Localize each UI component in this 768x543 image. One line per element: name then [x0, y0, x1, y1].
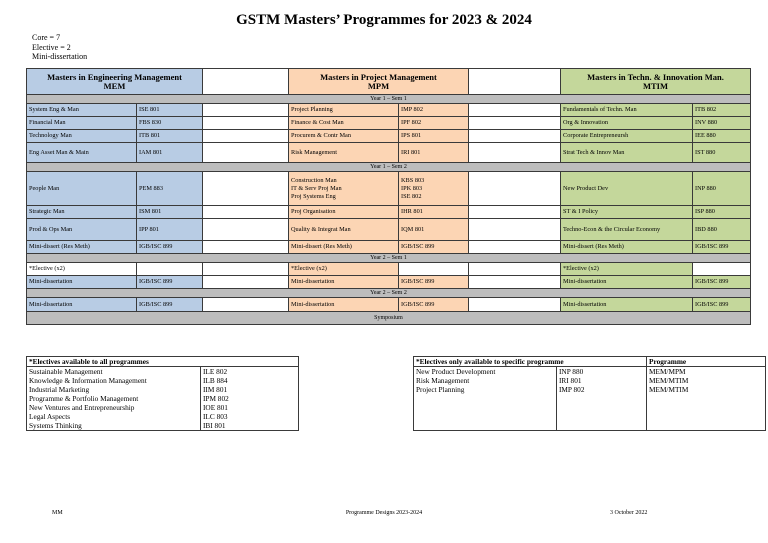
mem-code: FBS 830: [137, 117, 203, 130]
gap-cell: [469, 172, 561, 206]
mpm-course: *Elective (x2): [289, 263, 399, 276]
mpm-code: IPK 803: [401, 184, 423, 192]
mpm-course: Procurem & Contr Man: [289, 130, 399, 143]
mem-course: *Elective (x2): [27, 263, 137, 276]
mtim-code: IGB/ISC 899: [693, 276, 751, 289]
elective-name: New Product Development: [414, 367, 557, 377]
mem-course: Mini-dissertation: [27, 298, 137, 312]
mem-code: PEM 883: [137, 172, 203, 206]
mem-code: IPP 801: [137, 219, 203, 241]
mtim-course: Corporate Entrepreneursh: [561, 130, 693, 143]
table-row: [27, 117, 751, 130]
elective-code: IOE 801: [201, 403, 299, 412]
gap-cell: [203, 206, 289, 219]
note-mini-dissertation: Mini-dissertation: [32, 52, 88, 61]
mem-abbr: MEM: [103, 80, 126, 91]
mem-header: [27, 69, 203, 95]
mpm-course: IT & Serv Proj Man: [291, 184, 342, 192]
elective-name: Legal Aspects: [27, 412, 201, 421]
semester-separator: [27, 254, 751, 263]
gap-cell: [469, 298, 561, 312]
elective-programme: MEM/MPM: [647, 367, 766, 377]
mpm-course: Risk Management: [289, 143, 399, 163]
elective-programme: MEM/MTIM: [647, 385, 766, 394]
mpm-code: IPF 802: [399, 117, 469, 130]
gap-cell: [469, 69, 561, 95]
mtim-header: [561, 69, 751, 95]
gap-cell: [203, 130, 289, 143]
elective-programme: MEM/MTIM: [647, 376, 766, 385]
mtim-abbr: MTIM: [642, 80, 669, 91]
mem-course: Technology Man: [27, 130, 137, 143]
gap-cell: [469, 130, 561, 143]
electives-specific-header-row: [414, 357, 766, 367]
gap-cell: [203, 298, 289, 312]
mpm-course-list: [289, 172, 399, 206]
mtim-code: IST 880: [693, 143, 751, 163]
gap-cell: [203, 219, 289, 241]
semester-separator: [27, 163, 751, 172]
footer-document-title: Programme Designs 2023-2024: [345, 510, 423, 516]
mpm-course: Construction Man: [291, 176, 337, 184]
gap-cell: [469, 143, 561, 163]
elective-name: Sustainable Management: [27, 367, 201, 377]
list-item: [27, 412, 299, 421]
mem-code: IAM 801: [137, 143, 203, 163]
table-row: [27, 130, 751, 143]
list-item: [27, 367, 299, 377]
elective-code: INP 880: [557, 367, 647, 377]
elective-code: ILB 884: [201, 376, 299, 385]
elective-code: IPM 802: [201, 394, 299, 403]
mpm-code: IMP 802: [399, 104, 469, 117]
elective-name: Knowledge & Information Management: [27, 376, 201, 385]
list-item: [414, 385, 766, 394]
footer-author: MM: [52, 510, 63, 516]
mem-course: Mini-dissertation: [27, 276, 137, 289]
list-item: [414, 403, 766, 412]
mtim-code: INV 880: [693, 117, 751, 130]
mtim-code: [693, 263, 751, 276]
electives-all-table: [26, 356, 299, 431]
programme-header-row: [27, 69, 751, 95]
list-item: [27, 385, 299, 394]
list-item: [414, 367, 766, 377]
mtim-course: Strat Tech & Innov Man: [561, 143, 693, 163]
list-item: [27, 403, 299, 412]
mem-code: IGB/ISC 899: [137, 241, 203, 254]
elective-code: IBI 801: [201, 421, 299, 431]
gap-cell: [203, 143, 289, 163]
mpm-code: IQM 801: [399, 219, 469, 241]
mpm-code: IGB/ISC 899: [399, 276, 469, 289]
mpm-course: Mini-dissert (Res Meth): [289, 241, 399, 254]
elective-name: Programme & Portfolio Management: [27, 394, 201, 403]
mtim-course: Mini-dissertation: [561, 276, 693, 289]
list-item: [27, 376, 299, 385]
elective-code: ILE 802: [201, 367, 299, 377]
mem-course: Mini-dissert (Res Meth): [27, 241, 137, 254]
table-row: [27, 241, 751, 254]
mem-course: People Man: [27, 172, 137, 206]
mtim-code: IEE 880: [693, 130, 751, 143]
mpm-course: Mini-dissertation: [289, 298, 399, 312]
mpm-code: IGB/ISC 899: [399, 241, 469, 254]
mpm-code: IPS 801: [399, 130, 469, 143]
mtim-code: ISP 880: [693, 206, 751, 219]
mtim-code: IBD 880: [693, 219, 751, 241]
list-item: [414, 421, 766, 431]
mpm-course: Mini-dissertation: [289, 276, 399, 289]
mpm-code: IGB/ISC 899: [399, 298, 469, 312]
table-row: [27, 104, 751, 117]
mem-code: [137, 263, 203, 276]
elective-code: IIM 801: [201, 385, 299, 394]
table-row: [27, 263, 751, 276]
mtim-course: Techno-Econ & the Circular Economy: [561, 219, 693, 241]
elective-name: New Ventures and Entrepreneurship: [27, 403, 201, 412]
table-row: [27, 206, 751, 219]
mem-name: Masters in Engineering Management: [47, 71, 182, 82]
electives-all-header-row: [27, 357, 299, 367]
electives-specific-header: *Electives only available to specific programme: [414, 357, 647, 367]
year1-sem2-label: Year 1 – Sem 2: [27, 163, 751, 172]
electives-all-header: *Electives available to all programmes: [27, 357, 299, 367]
elective-code: IMP 802: [557, 385, 647, 394]
gap-cell: [469, 263, 561, 276]
gap-cell: [203, 276, 289, 289]
table-row: [27, 276, 751, 289]
gap-cell: [203, 241, 289, 254]
list-item: [27, 421, 299, 431]
mtim-course: New Product Dev: [561, 172, 693, 206]
electives-specific-table: [413, 356, 766, 431]
symposium-row: [27, 312, 751, 325]
mtim-code: ITB 802: [693, 104, 751, 117]
mem-course: Strategic Man: [27, 206, 137, 219]
list-item: [414, 376, 766, 385]
list-item: [414, 412, 766, 421]
gap-cell: [469, 276, 561, 289]
programme-column-header: Programme: [647, 357, 766, 367]
mpm-code: [399, 263, 469, 276]
gap-cell: [469, 241, 561, 254]
programme-table: [26, 68, 751, 325]
elective-name: Risk Management: [414, 376, 557, 385]
footer-date: 3 October 2022: [610, 510, 648, 516]
elective-name: Industrial Marketing: [27, 385, 201, 394]
table-row: [27, 219, 751, 241]
mtim-course: Mini-dissert (Res Meth): [561, 241, 693, 254]
gap-cell: [203, 69, 289, 95]
mpm-course: Quality & Integrat Man: [289, 219, 399, 241]
mtim-course: ST & I Policy: [561, 206, 693, 219]
mpm-code: ISE 802: [401, 192, 422, 200]
gap-cell: [203, 117, 289, 130]
list-item: [27, 394, 299, 403]
gap-cell: [469, 206, 561, 219]
mem-course: Financial Man: [27, 117, 137, 130]
symposium-label: Symposium: [27, 312, 751, 325]
semester-separator: [27, 95, 751, 104]
page-title: GSTM Masters’ Programmes for 2023 & 2024: [236, 12, 532, 28]
elective-name: Project Planning: [414, 385, 557, 394]
year2-sem1-label: Year 2 – Sem 1: [27, 254, 751, 263]
mtim-name: Masters in Techn. & Innovation Man.: [587, 71, 724, 82]
table-row: [27, 298, 751, 312]
semester-separator: [27, 289, 751, 298]
table-row: [27, 172, 751, 206]
note-core: Core = 7: [32, 33, 61, 42]
gap-cell: [469, 219, 561, 241]
gap-cell: [203, 263, 289, 276]
gap-cell: [469, 104, 561, 117]
note-elective: Elective = 2: [32, 42, 71, 52]
mpm-name: Masters in Project Management: [320, 71, 437, 82]
mpm-course: Finance & Cost Man: [289, 117, 399, 130]
elective-code: ILC 803: [201, 412, 299, 421]
mtim-code: IGB/ISC 899: [693, 298, 751, 312]
mtim-course: Mini-dissertation: [561, 298, 693, 312]
elective-code: IRI 801: [557, 376, 647, 385]
mem-code: ITB 801: [137, 130, 203, 143]
year1-sem1-label: Year 1 – Sem 1: [27, 95, 751, 104]
mpm-code: KBS 803: [401, 176, 425, 184]
elective-name: Systems Thinking: [27, 421, 201, 431]
table-row: [27, 143, 751, 163]
mpm-course: Proj Organisation: [289, 206, 399, 219]
gap-cell: [203, 172, 289, 206]
mpm-code: IRI 801: [399, 143, 469, 163]
mem-course: System Eng & Man: [27, 104, 137, 117]
mtim-code: IGB/ISC 899: [693, 241, 751, 254]
mem-course: Eng Asset Man & Main: [27, 143, 137, 163]
mpm-code-list: [399, 172, 469, 206]
mtim-course: Org & Innovation: [561, 117, 693, 130]
gap-cell: [469, 117, 561, 130]
mem-code: IGB/ISC 899: [137, 276, 203, 289]
gap-cell: [203, 104, 289, 117]
mpm-header: [289, 69, 469, 95]
mtim-course: *Elective (x2): [561, 263, 693, 276]
mpm-abbr: MPM: [367, 80, 390, 91]
credit-notes: [32, 33, 87, 62]
mem-course: Prod & Ops Man: [27, 219, 137, 241]
mpm-course: Project Planning: [289, 104, 399, 117]
mpm-course: Proj Systems Eng: [291, 192, 336, 200]
list-item: [414, 394, 766, 403]
mem-code: ISE 801: [137, 104, 203, 117]
mpm-code: IHR 801: [399, 206, 469, 219]
mem-code: ISM 801: [137, 206, 203, 219]
mtim-course: Fundamentals of Techn. Man: [561, 104, 693, 117]
mtim-code: INP 880: [693, 172, 751, 206]
mem-code: IGB/ISC 899: [137, 298, 203, 312]
year2-sem2-label: Year 2 – Sem 2: [27, 289, 751, 298]
